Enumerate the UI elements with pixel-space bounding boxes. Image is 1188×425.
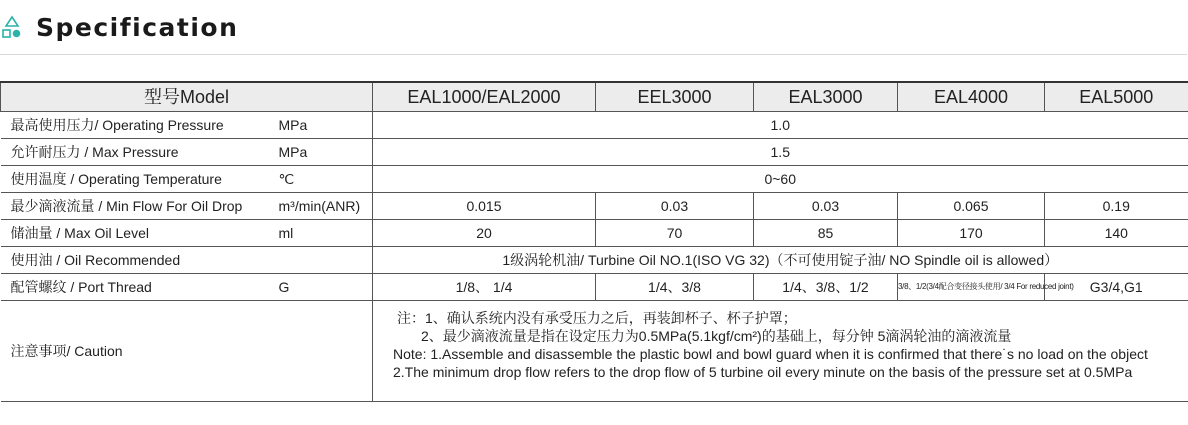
triangle-shapes-icon bbox=[2, 16, 22, 42]
cell-value: 20 bbox=[373, 220, 596, 247]
cell-value: 0.03 bbox=[754, 193, 898, 220]
section-header bbox=[0, 0, 1187, 56]
cell-value: G3/4,G1 bbox=[1045, 274, 1188, 301]
cell-value: 1/8、 1/4 bbox=[373, 274, 596, 301]
specification-table bbox=[0, 81, 1188, 402]
row-label: 使用油 / Oil Recommended bbox=[1, 247, 271, 274]
note-en-2: 2.The minimum drop flow refers to the drop flow of 5 turbine oil every minute on the basis of the pressure set at 0.5MPa bbox=[393, 364, 1133, 380]
table-row bbox=[1, 274, 1188, 301]
row-value: 1级涡轮机油/ Turbine Oil NO.1(ISO VG 32)（不可使用锭子油/ NO Spindle oil is allowed） bbox=[373, 247, 1188, 274]
row-label: 允许耐压力 / Max Pressure bbox=[1, 139, 271, 166]
table-row bbox=[1, 166, 1188, 193]
header-model-1: EAL1000/EAL2000 bbox=[373, 82, 596, 112]
row-label: 最高使用压力/ Operating Pressure bbox=[1, 112, 271, 139]
cell-value: 85 bbox=[754, 220, 898, 247]
note-en-1: Note: 1.Assemble and disassemble the plastic bowl and bowl guard when it is confirmed that there˙s no load on the object bbox=[393, 346, 1148, 362]
table-row-caution bbox=[1, 301, 1188, 402]
row-unit bbox=[271, 301, 373, 402]
caution-notes bbox=[373, 301, 1188, 402]
row-unit: ml bbox=[271, 220, 373, 247]
cell-value: 1/4、3/8 bbox=[596, 274, 754, 301]
header-model-5: EAL5000 bbox=[1045, 82, 1188, 112]
table-header-row bbox=[1, 82, 1188, 112]
cell-value: 70 bbox=[596, 220, 754, 247]
header-model-label: 型号Model bbox=[1, 82, 373, 112]
row-label: 配管螺纹 / Port Thread bbox=[1, 274, 271, 301]
row-value: 1.0 bbox=[373, 112, 1188, 139]
table-row bbox=[1, 193, 1188, 220]
cell-value: 0.065 bbox=[898, 193, 1045, 220]
header-model-4: EAL4000 bbox=[898, 82, 1045, 112]
row-unit: MPa bbox=[271, 139, 373, 166]
row-label: 最少滴液流量 / Min Flow For Oil Drop bbox=[1, 193, 271, 220]
row-unit: G bbox=[271, 274, 373, 301]
cell-value: 0.03 bbox=[596, 193, 754, 220]
row-label: 储油量 / Max Oil Level bbox=[1, 220, 271, 247]
note-cn-1: 注：1、确认系统内没有承受压力之后，再装卸杯子、杯子护罩； bbox=[397, 310, 797, 326]
row-label: 注意事项/ Caution bbox=[1, 301, 271, 402]
row-unit: MPa bbox=[271, 112, 373, 139]
row-value: 0~60 bbox=[373, 166, 1188, 193]
row-value: 1.5 bbox=[373, 139, 1188, 166]
header-model-2: EEL3000 bbox=[596, 82, 754, 112]
row-label: 使用温度 / Operating Temperature bbox=[1, 166, 271, 193]
cell-value: 0.19 bbox=[1045, 193, 1188, 220]
cell-value: 1/4、3/8、1/2 bbox=[754, 274, 898, 301]
cell-value: 140 bbox=[1045, 220, 1188, 247]
cell-value: 0.015 bbox=[373, 193, 596, 220]
row-unit bbox=[271, 247, 373, 274]
cell-value: 3/8、1/2(3/4配合变径接头使用/ 3/4 For reduced joint) bbox=[898, 274, 1045, 301]
page-title: Specification bbox=[36, 13, 239, 42]
table-row bbox=[1, 139, 1188, 166]
table-row bbox=[1, 112, 1188, 139]
row-unit: ℃ bbox=[271, 166, 373, 193]
row-unit: m³/min(ANR) bbox=[271, 193, 373, 220]
header-divider bbox=[0, 54, 1187, 55]
header-model-3: EAL3000 bbox=[754, 82, 898, 112]
note-cn-2: 2、最少滴液流量是指在设定压力为0.5MPa(5.1kgf/cm²)的基础上，每分钟 5滴涡轮油的滴液流量 bbox=[421, 328, 1012, 344]
table-row bbox=[1, 220, 1188, 247]
table-row bbox=[1, 247, 1188, 274]
cell-value: 170 bbox=[898, 220, 1045, 247]
